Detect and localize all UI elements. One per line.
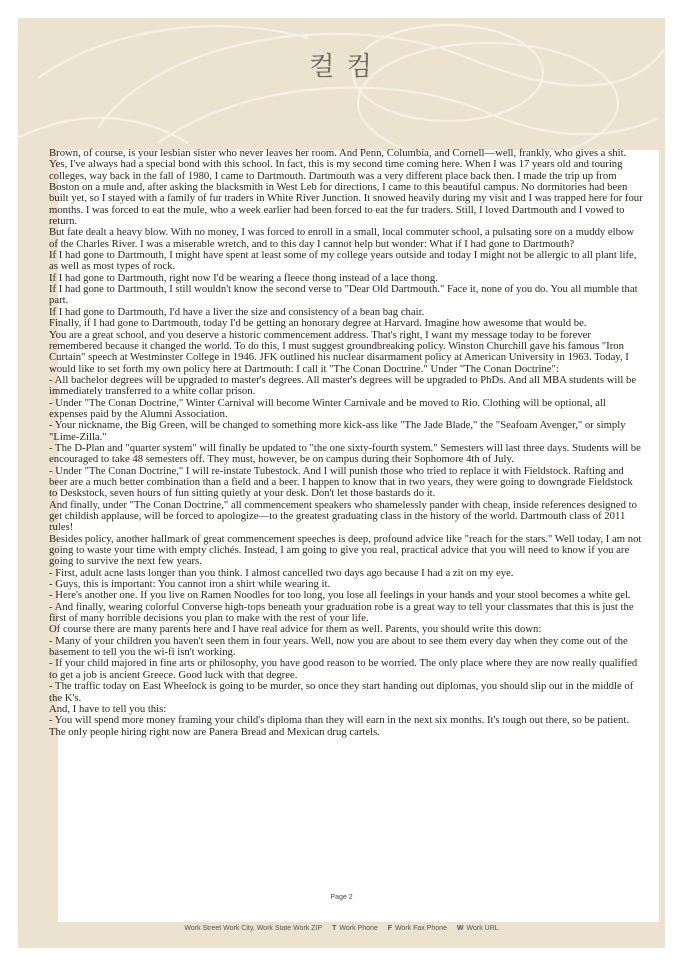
footer-address: Work Street Work City, Work State Work ZIP xyxy=(184,925,323,932)
phone-label: T xyxy=(332,925,337,932)
paragraph: - All bachelor degrees will be upgraded to master's degrees. All master's degrees will be upgraded to PhDs. And all MBA students will be immediately transferred to a white collar prison. xyxy=(49,373,637,398)
paragraph: - You will spend more money framing your child's diploma than they will earn in the next six months. It's tough out there, so be patient. The only people hiring right now are Panera Bread and Mexican drug cartels. xyxy=(49,714,629,738)
paragraph: And finally, under "The Conan Doctrine," all commencement speakers who shamelessly pander with cheap, inside references designed to get childish applause, will be forced to apologize—to the greatest graduating class in the history of the world. Dartmouth class of 2011 rules! xyxy=(49,498,637,534)
paragraph: - Under "The Conan Doctrine," I will re-instate Tubestock. And I will punish those who tried to replace it with Fieldstock. Rafting and beer are a much better combination than a field and a beer. I happen to know that in two years, they were going to downgrade Fieldstock to Deskstock, seven hours of fun sitting quietly at your desk. Don't let those bastards do it. xyxy=(49,464,633,500)
footer-phone xyxy=(332,925,378,932)
paragraph: - And finally, wearing colorful Converse high-tops beneath your graduation robe is a great way to tell your classmates that this is just the first of many horrible decisions you plan to make with the rest of your life. xyxy=(49,600,634,625)
paragraph: - If your child majored in fine arts or philosophy, you have good reason to be worried. The only place where they are now really qualified to get a job is ancient Greece. Good luck with that degree. xyxy=(49,657,638,681)
paragraph: - Here's another one. If you live on Ramen Noodles for too long, you lose all feelings in your hands and your stool becomes a white gel. xyxy=(49,589,631,602)
document-body xyxy=(49,148,643,738)
paragraph: If I had gone to Dartmouth, I still wouldn't know the second verse to "Dear Old Dartmouth." Face it, none of you do. You all mumble that part. xyxy=(49,283,638,307)
fax-value: Work Fax Phone xyxy=(394,925,447,932)
footer xyxy=(0,925,683,932)
paragraph: - Under "The Conan Doctrine," Winter Carnival will become Winter Carnivale and be moved to Rio. Clothing will be optional, all expenses paid by the Alumni Association. xyxy=(49,396,606,420)
paragraph: - First, adult acne lasts longer than you think. I almost cancelled two days ago because I had a zit on my eye. xyxy=(49,566,514,579)
paragraph: If I had gone to Dartmouth, right now I'd be wearing a fleece thong instead of a lace thong. xyxy=(49,271,438,284)
paragraph: - Guys, this is important: You cannot iron a shirt while wearing it. xyxy=(49,578,331,591)
url-value: Work URL xyxy=(466,925,499,932)
phone-value: Work Phone xyxy=(339,925,378,932)
paragraph: - Many of your children you haven't seen them in four years. Well, now you are about to see them every day when they come out of the basement to tell you the wi-fi isn't working. xyxy=(49,634,628,659)
paragraph: And, I have to tell you this: xyxy=(49,702,167,715)
paragraph: If I had gone to Dartmouth, I'd have a liver the size and consistency of a bean bag chair. xyxy=(49,305,425,318)
paragraph: Of course there are many parents here and I have real advice for them as well. Parents, you should write this down: xyxy=(49,623,542,636)
paragraph: Finally, if I had gone to Dartmouth, today I'd be getting an honorary degree at Harvard. Imagine how awesome that would be. xyxy=(49,317,587,330)
paragraph: If I had gone to Dartmouth, I might have spent at least some of my college years outside and today I might not be allergic to all plant life, as well as most types of rock. xyxy=(49,249,637,273)
paragraph: Yes, I've always had a special bond with this school. In fact, this is my second time coming here. When I was 17 years old and touring colleges, way back in the fall of 1980, I came to Dartmouth. Dartmouth was a very different place back then. I made the trip up from Boston on a mule and, after asking the blacksmith in West Leb for directions, I came to this beautiful campus. No dormitories had been built yet, so I stayed with a family of fur traders in White River Junction. It snowed heavily during my visit and I was trapped here for four months. I was forced to eat the mule, who a week earlier had been forced to eat the fur traders. Still, I loved Dartmouth and I vowed to return. xyxy=(49,158,643,228)
paragraph: - The traffic today on East Wheelock is going to be murder, so once they start handing out diplomas, you should slip out in the middle of the K's. xyxy=(49,680,634,704)
paragraph: - Your nickname, the Big Green, will be changed to something more kick-ass like "The Jade Blade," the "Seafoam Avenger," or simply "Lime-Zilla." xyxy=(49,419,626,443)
paragraph: But fate dealt a heavy blow. With no money, I was forced to enroll in a small, local commuter school, a pulsating sore on a muddy elbow of the Charles River. I was a miserable wretch, and to this day I cannot help but wonder: What if I had gone to Dartmouth? xyxy=(49,226,635,250)
page-title: 컬 컴 xyxy=(309,52,374,82)
footer-url xyxy=(457,925,499,932)
paragraph: Brown, of course, is your lesbian sister who never leaves her room. And Penn, Columbia, and Cornell—well, frankly, who gives a shit. xyxy=(49,147,627,159)
page-number: Page 2 xyxy=(330,894,353,901)
footer-fax xyxy=(388,925,447,932)
paragraph: Besides policy, another hallmark of great commencement speeches is deep, profound advice like "reach for the stars." Well today, I am not going to waste your time with empty clichés. Instead, I am going to give you real, practical advice that you will need to know if you are going to survive the next few years. xyxy=(49,532,642,568)
fax-label: F xyxy=(387,925,392,932)
paragraph: You are a great school, and you deserve a historic commencement address. That's right, I want my message today to be forever remembered because it changed the world. To do this, I must suggest groundbreaking policy. Winston Churchill gave his famous "Iron Curtain" speech at Westminster College in 1946. JFK outlined his nuclear disarmament policy at American University in 1963. Today, I would like to set forth my own policy here at Dartmouth: I call it "The Conan Doctrine." Under "The Conan Doctrine": xyxy=(49,328,629,375)
url-label: W xyxy=(456,925,464,932)
paragraph: - The D-Plan and "quarter system" will finally be updated to "the one sixty-fourth system." Semesters will last three days. Students will be encouraged to take 48 semesters off. They must, however, be on campus during their Sophomore 4th of July. xyxy=(49,441,641,466)
